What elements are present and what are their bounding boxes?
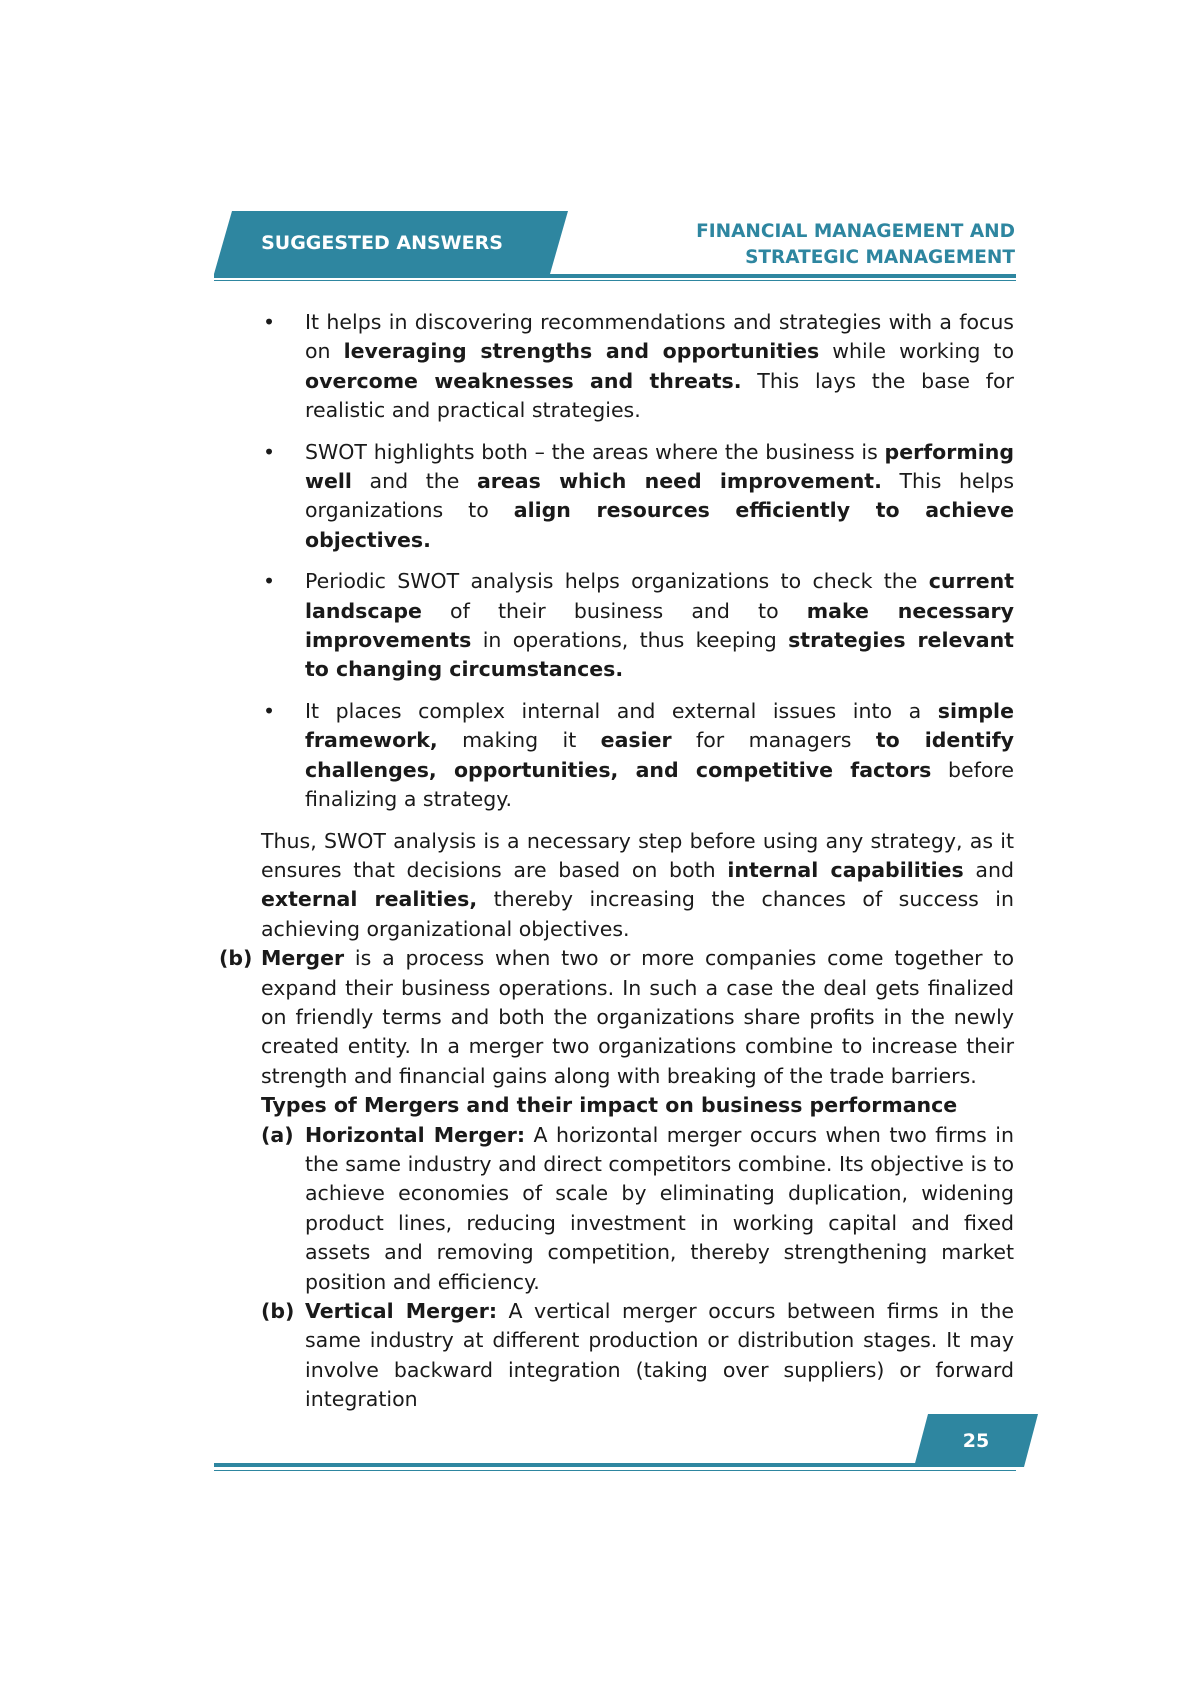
bullet-icon: • <box>263 698 276 723</box>
footer-divider <box>214 1463 1016 1467</box>
document-title-line-2: STRATEGIC MANAGEMENT <box>745 247 1015 268</box>
merger-definition: (b) Merger is a process when two or more companies come together to expand their business operations. In such a case the deal gets finalized on friendly terms and both the organizations share profits in the newly created entity. In a merger two organizations combine to increase their strength and financial gains along with breaking of the trade barriers. <box>219 946 1014 1088</box>
document-title <box>696 219 1015 271</box>
list-item: • It places complex internal and external issues into a simple framework, making it easier for managers to identify challenges, opportunities, and competitive factors before finalizing a strategy. <box>263 698 1015 812</box>
merger-type-item: (b) Vertical Merger: A vertical merger occurs between firms in the same industry at different production or distribution stages. It may involve backward integration (taking over suppliers) or forward integration <box>261 1299 1014 1412</box>
section-heading: Types of Mergers and their impact on business performance <box>261 1093 958 1118</box>
bullet-icon: • <box>263 569 276 594</box>
bullet-icon: • <box>263 310 276 334</box>
merger-type-item: (a) Horizontal Merger: A horizontal merger occurs when two firms in the same industry and direct competitors combine. Its objective is to achieve economies of scale by eliminating duplication, widening product lines, reducing investment in working capital and fixed assets and removing competition, thereby strengthening market position and efficiency. <box>261 1122 1014 1294</box>
page-number: 25 <box>962 1429 990 1452</box>
bullet-icon: • <box>263 439 276 464</box>
part-marker: (b) <box>219 946 253 971</box>
header-divider-thin <box>214 280 1016 281</box>
section-label: SUGGESTED ANSWERS <box>261 231 503 254</box>
conclusion-paragraph: Thus, SWOT analysis is a necessary step before using any strategy, as it ensures that decisions are based on both internal capabilities and external realities, thereby increasing the chances of success in achieving organizational objectives. <box>261 828 1014 941</box>
footer-divider-thin <box>214 1470 1016 1471</box>
list-item: • Periodic SWOT analysis helps organizations to check the current landscape of their business and to make necessary improvements in operations, thus keeping strategies relevant to changing circumstances. <box>263 569 1014 682</box>
document-title-line-1: FINANCIAL MANAGEMENT AND <box>696 221 1015 242</box>
header-divider <box>214 274 1016 278</box>
list-item: • It helps in discovering recommendations and strategies with a focus on leveraging strengths and opportunities while working to overcome weaknesses and threats. This lays the base for realistic and practical strategies. <box>263 310 1015 423</box>
list-item: • SWOT highlights both – the areas where the business is performing well and the areas which need improvement. This helps organizations to align resources efficiently to achieve objectives. <box>263 439 1014 552</box>
page-content <box>214 308 1014 1415</box>
item-marker: (a) <box>261 1122 294 1147</box>
swot-benefits-list <box>214 308 1014 815</box>
item-marker: (b) <box>261 1299 295 1323</box>
